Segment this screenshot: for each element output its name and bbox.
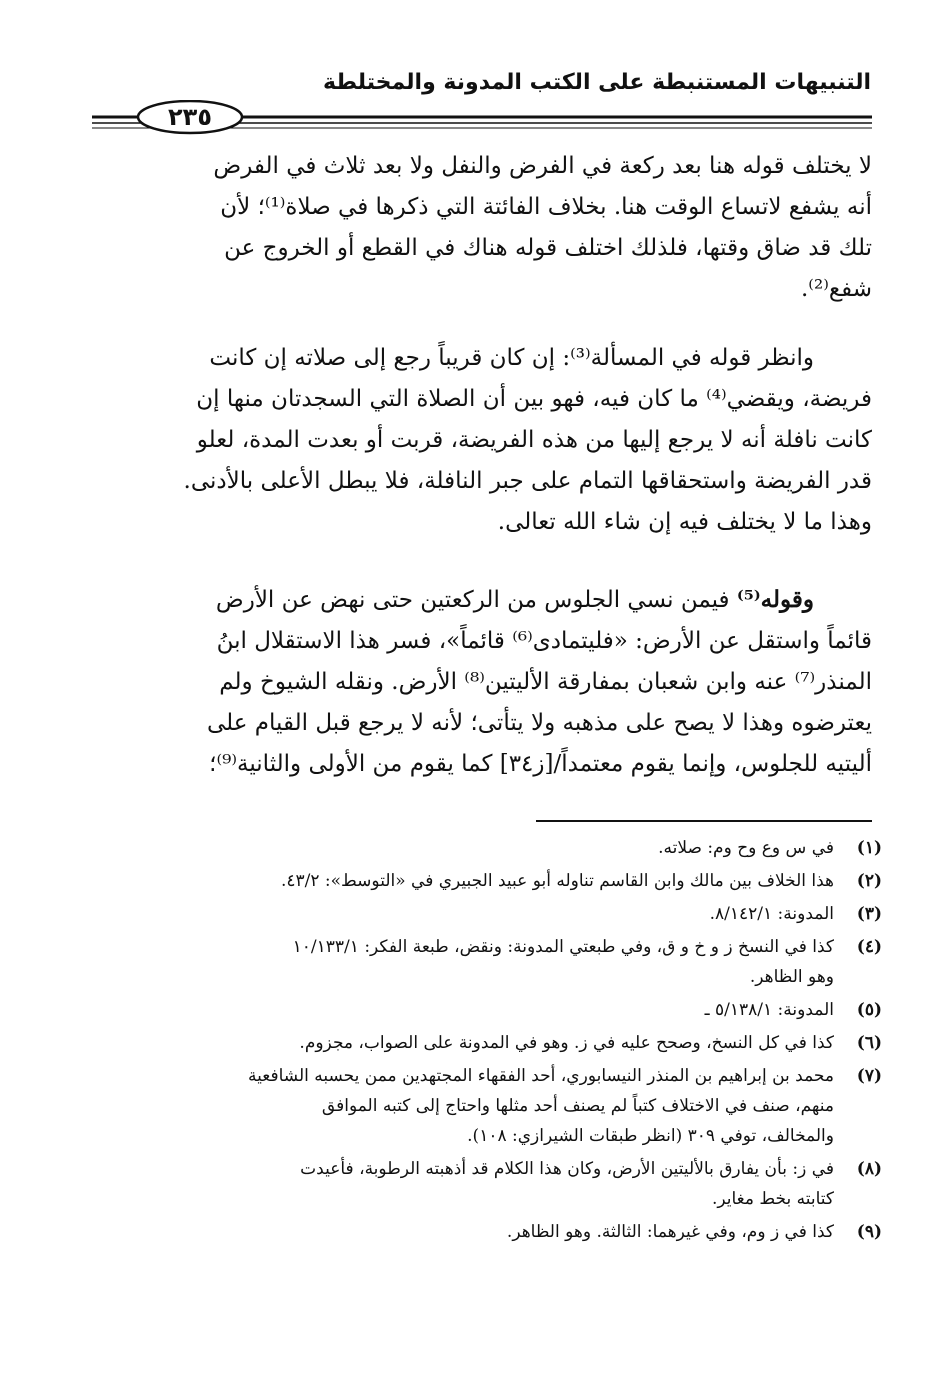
- paragraph-2: [92, 338, 872, 543]
- text-line-rest: فيمن نسي الجلوس من الركعتين حتى نهض عن الأرض: [215, 587, 737, 613]
- footnote-number: (٤): [856, 937, 882, 957]
- paragraph-3: [92, 579, 872, 785]
- footnotes: [92, 833, 882, 1247]
- text-line: قائماً واستقل عن الأرض: «فليتمادى⁽⁶⁾ قائماً»، فسر هذا الاستقلال ابنُ: [216, 628, 872, 654]
- footnote-line: كذا في ز وم، وفي غيرهما: الثالثة. وهو الظاهر.: [506, 1222, 834, 1242]
- footnote-number: (٢): [856, 871, 882, 891]
- footnote-number: (٦): [856, 1033, 882, 1053]
- paragraph-1: [92, 146, 872, 310]
- text-line: لا يختلف قوله هنا بعد ركعة في الفرض والنفل ولا بعد ثلاث في الفرض: [213, 153, 872, 179]
- footnote-line: في س وع وح وم: صلاته.: [658, 838, 834, 858]
- footnote-text: [92, 995, 834, 1025]
- running-title: التنبيهات المستنبطة على الكتب المدونة والمختلطة: [322, 70, 871, 95]
- footnote-item: [92, 1154, 882, 1214]
- footnote-text: [92, 899, 834, 929]
- text-line: أليتيه للجلوس، وإنما يقوم معتمداً/[ز٣٤] كما يقوم من الأولى والثانية⁽⁹⁾؛: [209, 751, 872, 777]
- footnote-number: (١): [856, 838, 882, 858]
- footnote-item: [92, 899, 882, 929]
- footnote-text: [92, 1061, 834, 1151]
- text-line: فريضة، ويقضي⁽⁴⁾ ما كان فيه، فهو بين أن الصلاة التي السجدتان منها إن: [196, 386, 872, 412]
- footnote-item: [92, 1028, 882, 1058]
- footnote-line: كذا في كل النسخ، وصحح عليه في ز. وهو في المدونة على الصواب، مجزوم.: [299, 1033, 834, 1053]
- text-line: قدر الفريضة واستحقاقها التمام على جبر النافلة، فلا يبطل الأعلى بالأدنى.: [183, 468, 872, 494]
- footnote-text: [92, 1154, 834, 1214]
- text-line: كانت نافلة أنه لا يرجع إليها من هذه الفريضة، قربت أو بعدت المدة، لعلو: [196, 427, 872, 453]
- footnote-line: محمد بن إبراهيم بن المنذر النيسابوري، أحد الفقهاء المجتهدين ممن يحسبه الشافعية: [248, 1066, 834, 1086]
- footnote-line: المدونة: ٥/١٣٨/١ ـ: [704, 1000, 834, 1020]
- footnote-separator: [536, 820, 872, 822]
- text-line-with-lead: [92, 579, 872, 621]
- footnote-item: [92, 1217, 882, 1247]
- footnote-line: والمخالف، توفي ٣٠٩ (انظر طبقات الشيرازي: ١٠٨).: [467, 1126, 834, 1146]
- text-line: وهذا ما لا يختلف فيه إن شاء الله تعالى.: [497, 509, 872, 535]
- footnote-number: (٧): [856, 1066, 882, 1086]
- text-line: وانظر قوله في المسألة⁽³⁾: إن كان قريباً رجع إلى صلاته إن كانت: [209, 345, 814, 371]
- footnote-number: (٨): [856, 1159, 882, 1179]
- footnote-number: (٣): [856, 904, 882, 924]
- text-line: يعترضوه وهذا لا يصح على مذهبه ولا يتأتى؛ لأنه لا يرجع قبل القيام على: [206, 710, 872, 736]
- footnote-line: في ز: بأن يفارق بالأليتين الأرض، وكان هذا الكلام قد أذهبته الرطوبة، فأعيدت: [300, 1159, 834, 1179]
- footnote-item: [92, 995, 882, 1025]
- footnote-number: (٩): [856, 1222, 882, 1242]
- footnote-item: [92, 1061, 882, 1151]
- lead-word: وقوله⁽⁵⁾: [736, 586, 814, 613]
- footnote-line: كتابته بخط مغاير.: [711, 1189, 834, 1209]
- footnote-line: هذا الخلاف بين مالك وابن القاسم تناوله أبو عبيد الجبيري في «التوسط»: ٤٣/٢.: [280, 871, 834, 891]
- footnote-text: [92, 833, 834, 863]
- footnote-text: [92, 932, 834, 992]
- footnote-number: (٥): [856, 1000, 882, 1020]
- footnote-line: منهم، صنف في الاختلاف كتباً لم يصنف أحد مثلها واحتاج إلى كتبه الموافق: [321, 1096, 834, 1116]
- footnote-item: [92, 932, 882, 992]
- page-number: ٢٣٥: [168, 103, 212, 131]
- footnote-line: كذا في النسخ ز و خ و ق، وفي طبعتي المدونة: ونقض، طبعة الفكر: ١٠/١٣٣/١: [292, 937, 834, 957]
- footnote-item: [92, 866, 882, 896]
- footnote-line: المدونة: ٨/١٤٢/١.: [709, 904, 834, 924]
- text-line: المنذر⁽⁷⁾ عنه وابن شعبان بمفارقة الأليتين⁽⁸⁾ الأرض. ونقله الشيوخ ولم: [219, 669, 872, 695]
- footnote-text: [92, 866, 834, 896]
- text-line: تلك قد ضاق وقتها، فلذلك اختلف قوله هناك في القطع أو الخروج عن: [224, 235, 872, 261]
- footnote-text: [92, 1028, 834, 1058]
- footnote-line: وهو الظاهر.: [749, 967, 834, 987]
- footnote-text: [92, 1217, 834, 1247]
- text-line: أنه يشفع لاتساع الوقت هنا. بخلاف الفائتة التي ذكرها في صلاة⁽¹⁾؛ لأن: [220, 194, 872, 220]
- footnote-item: [92, 833, 882, 863]
- text-line: شفع⁽²⁾.: [801, 276, 872, 302]
